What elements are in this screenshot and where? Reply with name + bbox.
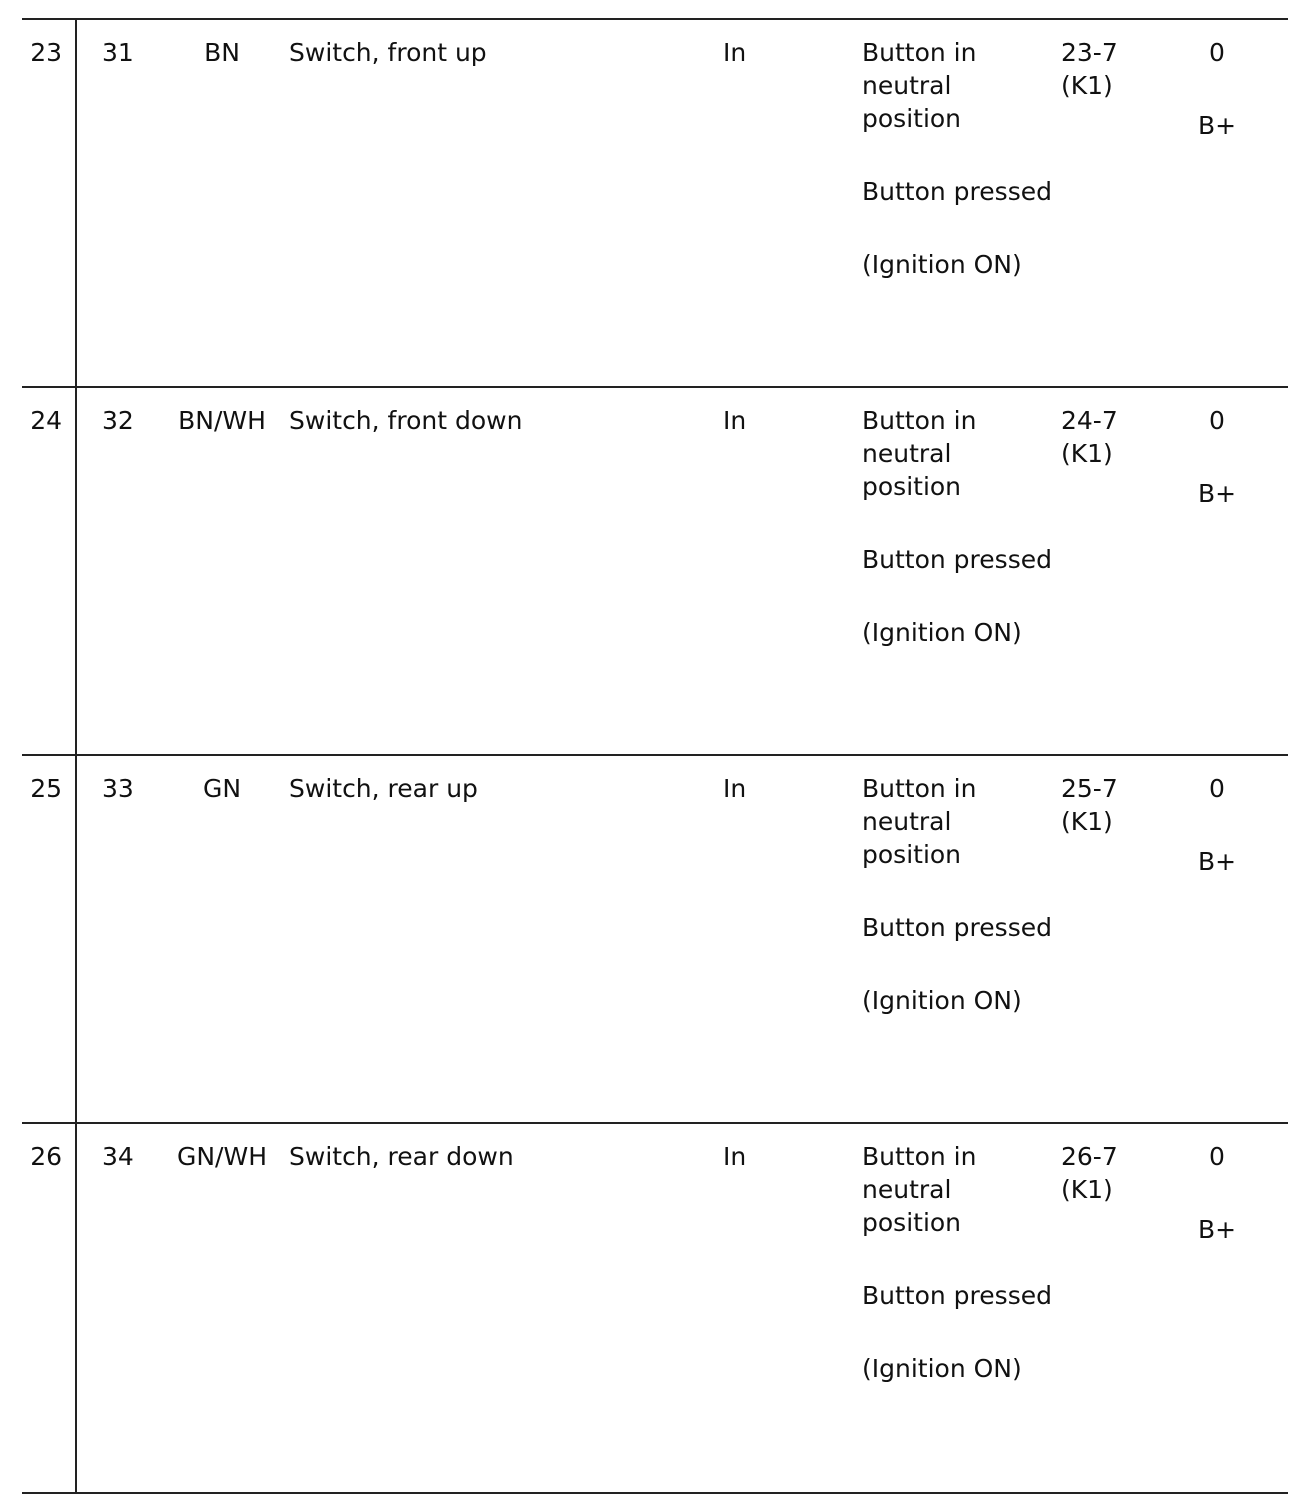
expected-values xyxy=(1177,1140,1257,1246)
measurement-reference: 25-7 (K1) xyxy=(1061,774,1118,836)
row-number: 26 xyxy=(30,1142,62,1171)
column-divider xyxy=(75,756,77,1124)
pin-number: 32 xyxy=(102,406,134,435)
wire-color: GN/WH xyxy=(176,1142,267,1171)
wire-color: BN/WH xyxy=(178,406,266,435)
table-row xyxy=(22,1124,1288,1494)
value-pressed: B+ xyxy=(1197,1215,1237,1244)
signal-description: Switch, rear up xyxy=(289,774,478,803)
condition-neutral: Button in neutral position xyxy=(862,406,977,501)
value-neutral: 0 xyxy=(1209,38,1225,67)
value-pressed: B+ xyxy=(1197,111,1237,140)
test-conditions xyxy=(862,404,1052,689)
measurement-reference: 26-7 (K1) xyxy=(1061,1142,1118,1204)
condition-pressed: Button pressed xyxy=(862,1281,1052,1310)
condition-neutral: Button in neutral position xyxy=(862,1142,977,1237)
condition-ignition: (Ignition ON) xyxy=(862,1354,1022,1383)
condition-neutral: Button in neutral position xyxy=(862,38,977,133)
pin-number: 34 xyxy=(102,1142,134,1171)
value-neutral: 0 xyxy=(1209,1142,1225,1171)
test-conditions xyxy=(862,772,1052,1057)
pin-number: 33 xyxy=(102,774,134,803)
table-row xyxy=(22,756,1288,1124)
condition-neutral: Button in neutral position xyxy=(862,774,977,869)
column-divider xyxy=(75,388,77,756)
condition-ignition: (Ignition ON) xyxy=(862,986,1022,1015)
expected-values xyxy=(1177,404,1257,510)
test-conditions xyxy=(862,36,1052,321)
condition-ignition: (Ignition ON) xyxy=(862,250,1022,279)
measurement-reference: 24-7 (K1) xyxy=(1061,406,1118,468)
value-neutral: 0 xyxy=(1209,406,1225,435)
condition-pressed: Button pressed xyxy=(862,177,1052,206)
value-pressed: B+ xyxy=(1197,479,1237,508)
measurement-reference: 23-7 (K1) xyxy=(1061,38,1118,100)
signal-direction: In xyxy=(723,774,747,803)
signal-description: Switch, front up xyxy=(289,38,487,67)
pin-number: 31 xyxy=(102,38,134,67)
signal-direction: In xyxy=(723,38,747,67)
signal-direction: In xyxy=(723,1142,747,1171)
table-row xyxy=(22,388,1288,756)
wire-color: GN xyxy=(202,774,242,803)
column-divider xyxy=(75,1124,77,1494)
table-row xyxy=(22,20,1288,388)
signal-direction: In xyxy=(723,406,747,435)
test-conditions xyxy=(862,1140,1052,1425)
wire-color: BN xyxy=(204,38,240,67)
expected-values xyxy=(1177,772,1257,878)
value-neutral: 0 xyxy=(1209,774,1225,803)
row-number: 24 xyxy=(30,406,62,435)
condition-pressed: Button pressed xyxy=(862,913,1052,942)
column-divider xyxy=(75,20,77,388)
signal-description: Switch, front down xyxy=(289,406,523,435)
condition-ignition: (Ignition ON) xyxy=(862,618,1022,647)
row-number: 25 xyxy=(30,774,62,803)
expected-values xyxy=(1177,36,1257,142)
condition-pressed: Button pressed xyxy=(862,545,1052,574)
row-number: 23 xyxy=(30,38,62,67)
signal-description: Switch, rear down xyxy=(289,1142,514,1171)
value-pressed: B+ xyxy=(1197,847,1237,876)
pinout-table xyxy=(22,18,1288,1494)
